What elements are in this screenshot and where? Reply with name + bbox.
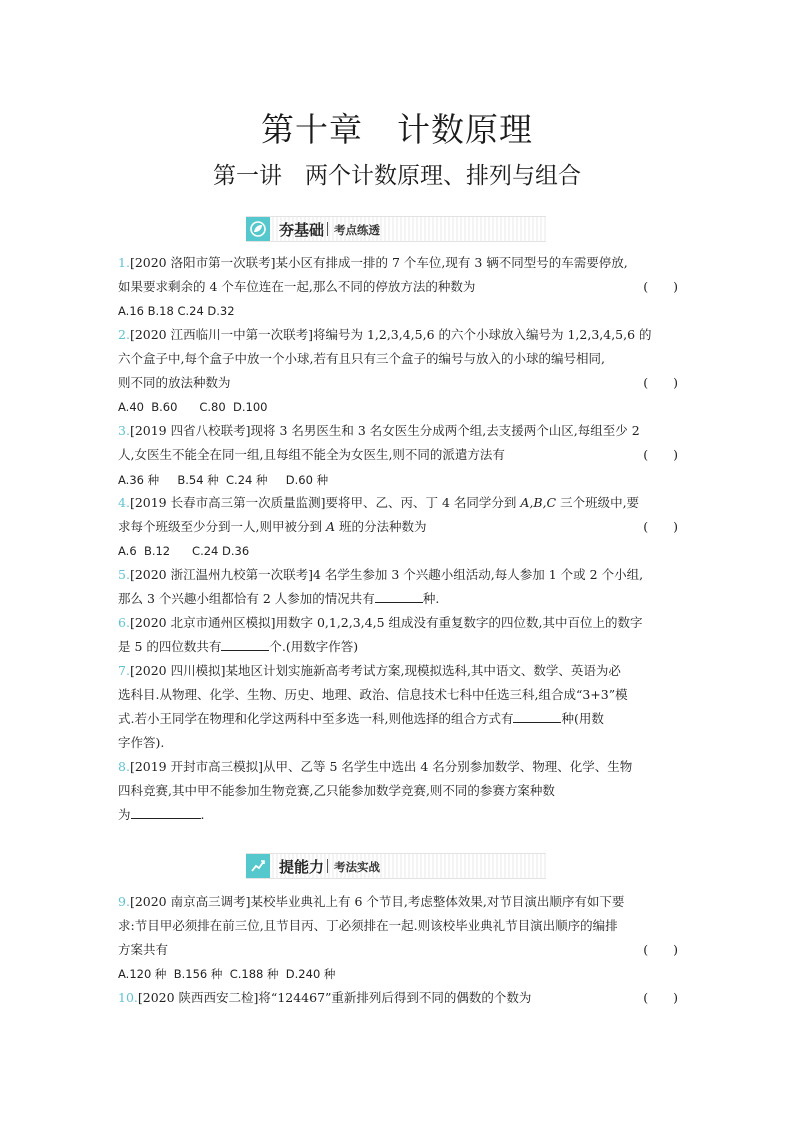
leaf-badge-icon [246,217,270,241]
fill-blank [131,806,201,819]
question-5 [118,563,678,611]
question-text: [2019 开封市高三模拟]从甲、乙等 5 名学生中选出 4 名分别参加数学、物理、化学、生物 [129,759,633,774]
math-variable: A,B,C [520,495,557,510]
question-text: 求每个班级至少分到一人,则甲被分到 [118,519,326,534]
chapter-title: 第十章 计数原理 [261,110,533,149]
question-text: [2019 长春市高三第一次质量监测]要将甲、乙、丙、丁 4 名同学分到 [129,495,521,510]
question-8 [118,755,678,827]
question-10 [118,986,678,1010]
answer-parenthesis: ( ) [643,375,678,390]
question-text: [2020 江西临川一中第一次联考]将编号为 1,2,3,4,5,6 的六个小球放入编号为 1,2,3,4,5,6 的 [129,327,652,342]
options-1: A.16 B.18 C.24 D.32 [118,304,235,318]
question-text: 则不同的放法种数为 [118,375,231,390]
chart-badge-icon [246,854,270,878]
question-text: 班的分法种数为 [334,519,427,534]
question-text: [2020 洛阳市第一次联考]某小区有排成一排的 7 个车位,现有 3 辆不同型号的车需要停放, [129,255,628,270]
question-7 [118,659,678,755]
question-text: [2020 北京市通州区模拟]用数字 0,1,2,3,4,5 组成没有重复数字的四位数,其中百位上的数字 [129,615,643,630]
banner-sub-label: 考法实战 [334,860,380,874]
answer-parenthesis: ( ) [643,990,678,1005]
options-2: A.40 B.60 C.80 D.100 [118,400,268,414]
question-text: 三个班级中,要 [556,495,640,510]
math-variable: A [325,519,335,534]
answer-parenthesis: ( ) [643,279,678,294]
fill-blank [375,590,423,603]
question-9 [118,890,678,962]
banner-main-label: 提能力 [279,858,325,876]
question-text: 如果要求剩余的 4 个车位连在一起,那么不同的停放方法的种数为 [118,279,476,294]
banner-advanced [246,853,546,879]
answer-parenthesis: ( ) [643,942,678,957]
fill-blank [513,710,561,723]
question-4 [118,491,678,539]
question-number: 7. [118,663,130,678]
question-text: 方案共有 [118,942,169,957]
question-text: 是 5 的四位数共有 [118,639,222,654]
question-text: 求:节目甲必须排在前三位,且节目丙、丁必须排在一起.则该校毕业典礼节目演出顺序的编排 [118,918,618,933]
question-2 [118,323,678,395]
question-number: 5. [118,567,130,582]
question-text: [2020 浙江温州九校第一次联考]4 名学生参加 3 个兴趣小组活动,每人参加 1 个或 2 个小组, [129,567,644,582]
options-4: A.6 B.12 C.24 D.36 [118,544,250,558]
question-text: 那么 3 个兴趣小组都恰有 2 人参加的情况共有 [118,591,375,606]
question-text: 式.若小王同学在物理和化学这两科中至多选一科,则他选择的组合方式有 [118,711,514,726]
question-number: 10. [118,990,138,1005]
section-title: 第一讲 两个计数原理、排列与组合 [213,163,581,189]
question-number: 9. [118,894,130,909]
question-number: 2. [118,327,130,342]
question-text: 种. [422,591,440,606]
answer-parenthesis: ( ) [643,519,678,534]
question-text: 种(用数 [561,711,604,726]
question-3 [118,419,678,467]
options-9: A.120 种 B.156 种 C.188 种 D.240 种 [118,967,336,981]
question-text: 六个盒子中,每个盒子中放一个小球,若有且只有三个盒子的编号与放入的小球的编号相同, [118,351,605,366]
fill-blank [221,638,269,651]
question-number: 8. [118,759,130,774]
question-text: . [200,807,205,822]
banner-sub-label: 考点练透 [334,223,380,237]
banner-basics [246,216,546,242]
banner-divider [327,222,328,236]
answer-parenthesis: ( ) [643,447,678,462]
question-text: [2020 南京高三调考]某校毕业典礼上有 6 个节目,考虑整体效果,对节目演出顺序有如下要 [129,894,625,909]
question-1 [118,251,678,299]
question-6 [118,611,678,659]
question-text: 个.(用数字作答) [269,639,359,654]
question-text: [2020 四川模拟]某地区计划实施新高考考试方案,现模拟选科,其中语文、数学、英语为必 [129,663,621,678]
question-text: 选科目.从物理、化学、生物、历史、地理、政治、信息技术七科中任选三科,组合成“3+3”模 [118,687,628,702]
question-text: 人,女医生不能全在同一组,且每组不能全为女医生,则不同的派遣方法有 [118,447,505,462]
question-number: 1. [118,255,130,270]
banner-main-label: 夯基础 [279,221,325,239]
question-text: 字作答). [118,735,165,750]
question-number: 6. [118,615,130,630]
question-text: 为 [118,807,131,822]
banner-divider [327,859,328,873]
options-3: A.36 种 B.54 种 C.24 种 D.60 种 [118,473,329,487]
question-number: 3. [118,423,130,438]
question-text: 四科竞赛,其中甲不能参加生物竞赛,乙只能参加数学竞赛,则不同的参赛方案种数 [118,783,555,798]
question-text: [2020 陕西西安二检]将“124467”重新排列后得到不同的偶数的个数为 [137,990,532,1005]
question-text: [2019 四省八校联考]现将 3 名男医生和 3 名女医生分成两个组,去支援两个山区,每组至少 2 [129,423,640,438]
question-number: 4. [118,495,130,510]
